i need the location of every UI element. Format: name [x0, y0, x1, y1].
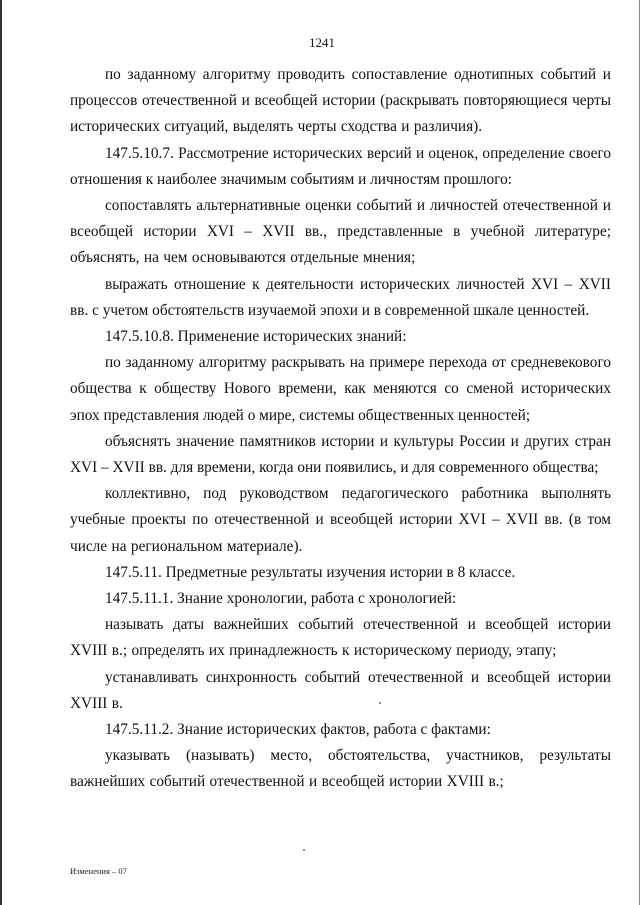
paragraph: 147.5.11.1. Знание хронологии, работа с хронологией: — [105, 590, 457, 608]
paragraph: объяснять значение памятников истории и культуры России и других стран XVI – XVII вв. для времени, когда они появились, и для современного общества; — [70, 432, 611, 477]
paragraph: коллективно, под руководством педагогического работника выполнять учебные проекты по отечественной и всеобщей истории XVI – XVII вв. (в том числе на региональном материале). — [70, 485, 611, 555]
paragraph: 147.5.10.7. Рассмотрение исторических версий и оценок, определение своего отношения к наиболее значимым событиям и личностям прошлого: — [70, 144, 611, 188]
scan-speck — [303, 849, 305, 851]
body-text — [70, 62, 611, 796]
paragraph: 147.5.10.8. Применение исторических знаний: — [105, 328, 407, 346]
paragraph: указывать (называть) место, обстоятельства, участников, результаты важнейших событий отечественной и всеобщей истории XVIII в.; — [70, 747, 611, 791]
paragraph: 147.5.11.2. Знание исторических фактов, работа с фактами: — [105, 721, 491, 739]
scan-speck — [379, 702, 381, 704]
paragraph: по заданному алгоритму проводить сопоставление однотипных событий и процессов отечественной и всеобщей истории (раскрывать повторяющиеся черты исторических ситуаций, выделять черты сходства и различия). — [70, 66, 611, 136]
page-number: 1241 — [309, 35, 335, 50]
paragraph: называть даты важнейших событий отечественной и всеобщей истории XVIII в.; определять их принадлежность к историческому периоду, этапу; — [70, 616, 611, 660]
paragraph: по заданному алгоритму раскрывать на примере перехода от средневекового общества к обществу Нового времени, как меняются со сменой исторических эпох представления людей о мире, системы общественных ценностей; — [70, 354, 611, 424]
footer-revision-note: Изменения – 07 — [70, 866, 127, 876]
paragraph: сопоставлять альтернативные оценки событий и личностей отечественной и всеобщей истории XVI – XVII вв., представленные в учебной литературе; объяснять, на чем основываются отдельные мнения; — [70, 197, 611, 267]
paragraph: устанавливать синхронность событий отечественной и всеобщей истории XVIII в. — [70, 668, 611, 712]
paragraph: выражать отношение к деятельности исторических личностей XVI – XVII вв. с учетом обстоятельств изучаемой эпохи и в современной шкале ценностей. — [70, 275, 611, 319]
section-heading: 147.5.11. Предметные результаты изучения истории в 8 классе. — [105, 563, 516, 581]
